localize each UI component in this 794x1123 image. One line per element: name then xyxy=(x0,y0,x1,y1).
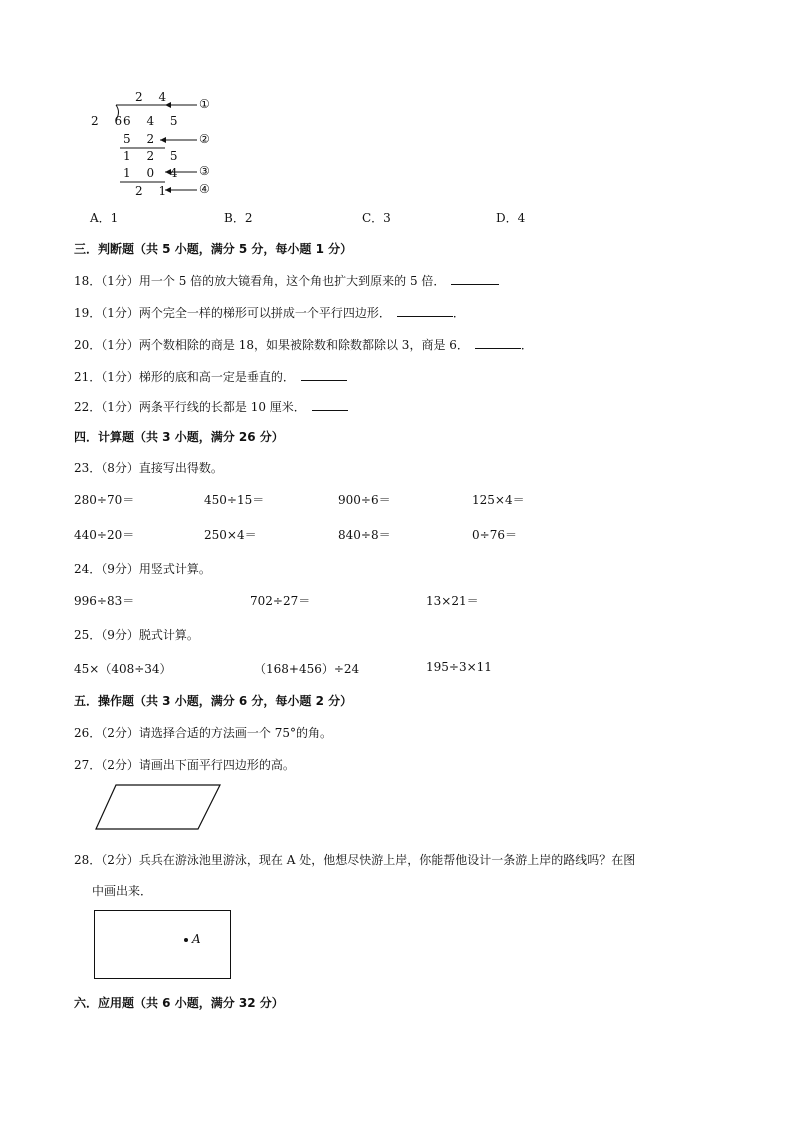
question-23: 23．（8分）直接写出得数。 xyxy=(74,461,223,475)
step1: 5 2 xyxy=(123,132,161,146)
question-27: 27．（2分）请画出下面平行四边形的高。 xyxy=(74,758,295,772)
option-d: D．4 xyxy=(496,211,526,225)
question-19-suffix: ． xyxy=(452,306,465,320)
pool-rectangle xyxy=(94,910,231,979)
point-a-dot xyxy=(184,938,188,942)
question-24: 24．（9分）用竖式计算。 xyxy=(74,562,211,576)
question-28-line2: 中画出来． xyxy=(92,884,153,898)
marker-3: ③ xyxy=(199,164,210,178)
quotient: 2 4 xyxy=(135,90,173,104)
section4-title: 四．计算题（共 3 小题，满分 26 分） xyxy=(74,430,284,444)
calc-250x4: 250×4＝ xyxy=(204,528,257,542)
point-a-label: A xyxy=(192,932,201,946)
calc-440-20: 440÷20＝ xyxy=(74,528,135,542)
question-20-suffix: ． xyxy=(520,338,533,352)
remainder1: 1 2 5 xyxy=(123,149,184,163)
divisor: 2 6 xyxy=(91,114,129,128)
section3-title: 三．判断题（共 5 小题，满分 5 分，每小题 1 分） xyxy=(74,242,353,256)
answer-blank-19[interactable] xyxy=(397,306,453,317)
answer-blank-21[interactable] xyxy=(301,370,347,381)
question-18-text: 18．（1分）用一个 5 倍的放大镜看角，这个角也扩大到原来的 5 倍． xyxy=(74,274,446,288)
question-21 xyxy=(74,368,347,385)
marker-1: ① xyxy=(199,97,210,111)
calc-996-83: 996÷83＝ xyxy=(74,594,135,608)
calc-45x: 45×（408÷34） xyxy=(74,662,172,676)
marker-4: ④ xyxy=(199,182,210,196)
option-c: C．3 xyxy=(362,211,391,225)
question-20 xyxy=(74,336,533,353)
calc-450-15: 450÷15＝ xyxy=(204,493,265,507)
calc-168-456: （168+456）÷24 xyxy=(254,662,360,676)
question-26: 26．（2分）请选择合适的方法画一个 75°的角。 xyxy=(74,726,332,740)
parallelogram-figure xyxy=(94,784,224,832)
calc-13x21: 13×21＝ xyxy=(426,594,479,608)
question-22-text: 22．（1分）两条平行线的长都是 10 厘米． xyxy=(74,400,306,414)
calc-702-27: 702÷27＝ xyxy=(250,594,311,608)
long-division-figure xyxy=(85,92,235,202)
question-18 xyxy=(74,272,499,289)
calc-840-8: 840÷8＝ xyxy=(338,528,391,542)
option-a: A．1 xyxy=(90,211,119,225)
calc-900-6: 900÷6＝ xyxy=(338,493,391,507)
section6-title: 六．应用题（共 6 小题，满分 32 分） xyxy=(74,996,284,1010)
option-b: B．2 xyxy=(224,211,253,225)
section5-title: 五．操作题（共 3 小题，满分 6 分，每小题 2 分） xyxy=(74,694,353,708)
answer-blank-20[interactable] xyxy=(475,338,521,349)
question-25: 25．（9分）脱式计算。 xyxy=(74,628,199,642)
question-28-line1: 28．（2分）兵兵在游泳池里游泳，现在 A 处，他想尽快游上岸，你能帮他设计一条游上岸的路线吗？在图 xyxy=(74,853,636,867)
dividend: 6 4 5 xyxy=(123,114,184,128)
answer-blank-18[interactable] xyxy=(451,274,499,285)
question-21-text: 21．（1分）梯形的底和高一定是垂直的． xyxy=(74,370,295,384)
calc-280-70: 280÷70＝ xyxy=(74,493,135,507)
calc-125x4: 125×4＝ xyxy=(472,493,525,507)
marker-2: ② xyxy=(199,132,210,146)
step2: 1 0 4 xyxy=(123,166,184,180)
question-22 xyxy=(74,398,348,415)
remainder2: 2 1 xyxy=(135,184,173,198)
calc-195-3x11: 195÷3×11 xyxy=(426,660,492,674)
question-20-text: 20．（1分）两个数相除的商是 18，如果被除数和除数都除以 3，商是 6． xyxy=(74,338,469,352)
question-19 xyxy=(74,304,465,321)
question-19-text: 19．（1分）两个完全一样的梯形可以拼成一个平行四边形． xyxy=(74,306,391,320)
calc-0-76: 0÷76＝ xyxy=(472,528,517,542)
answer-blank-22[interactable] xyxy=(312,400,348,411)
